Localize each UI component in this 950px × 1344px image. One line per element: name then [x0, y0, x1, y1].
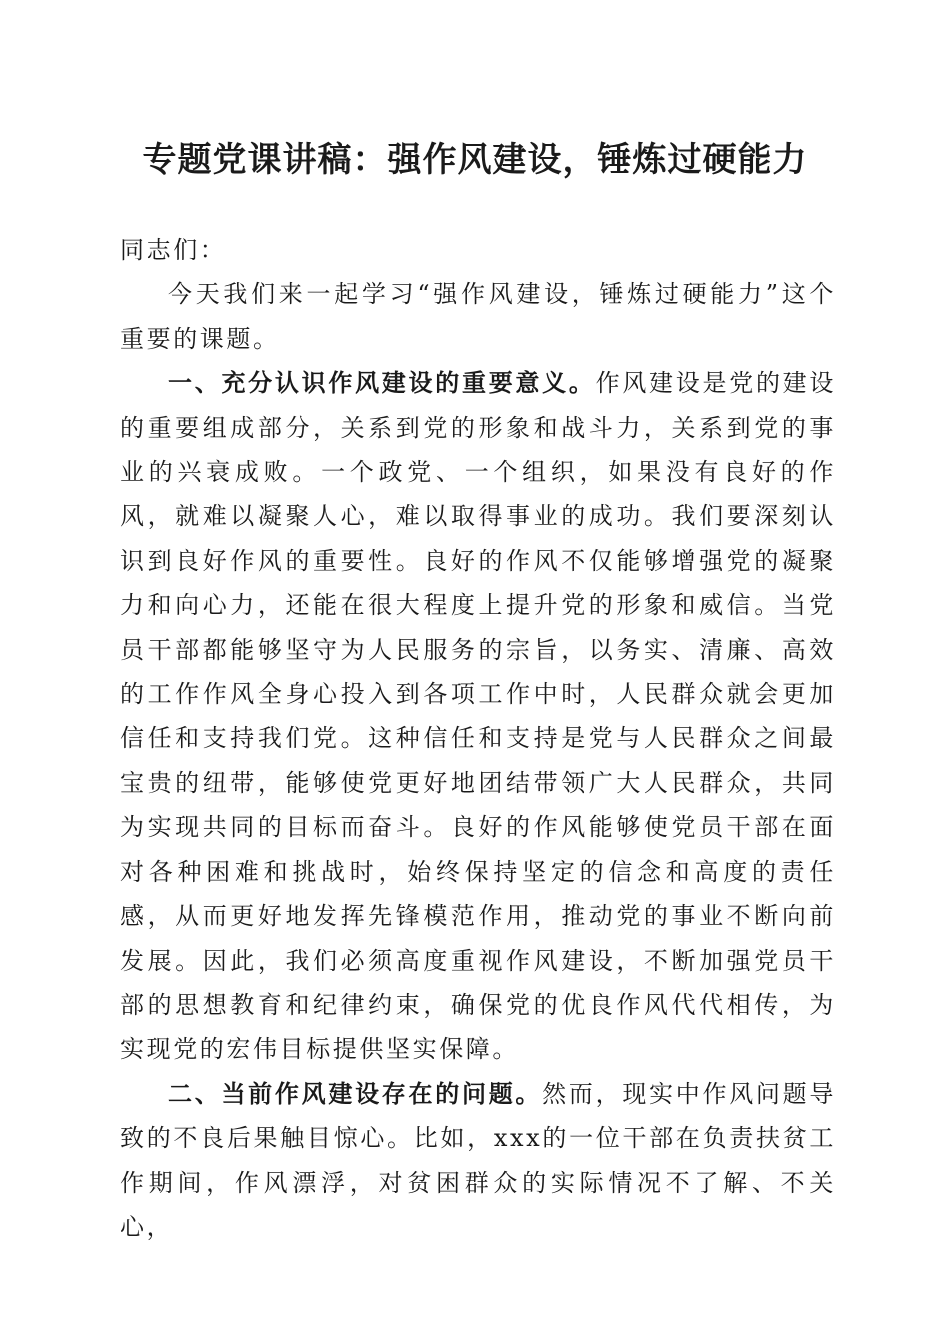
- salutation: 同志们：: [120, 236, 227, 264]
- section-1-text: 作风建设是党的建设的重要组成部分，关系到党的形象和战斗力，关系到党的事业的兴衰成败。一个政党、一个组织，如果没有良好的作风，就难以凝聚人心，难以取得事业的成功。我们要深刻认识到良好作风的重要性。良好的作风不仅能够增强党的凝聚力和向心力，还能在很大程度上提升党的形象和威信。当党员干部都能够坚守为人民服务的宗旨，以务实、清廉、高效的工作作风全身心投入到各项工作中时，人民群众就会更加信任和支持我们党。这种信任和支持是党与人民群众之间最宝贵的纽带，能够使党更好地团结带领广大人民群众，共同为实现共同的目标而奋斗。良好的作风能够使党员干部在面对各种困难和挑战时，始终保持坚定的信念和高度的责任感，从而更好地发挥先锋模范作用，推动党的事业不断向前发展。因此，我们必须高度重视作风建设，不断加强党员干部的思想教育和纪律约束，确保党的优良作风代代相传，为实现党的宏伟目标提供坚实保障。: [120, 369, 836, 1064]
- intro-paragraph: 今天我们来一起学习“强作风建设，锤炼过硬能力”这个重要的课题。: [120, 280, 836, 353]
- document-title: 专题党课讲稿：强作风建设，锤炼过硬能力: [142, 140, 808, 180]
- section-2-heading: 二、当前作风建设存在的问题。: [168, 1078, 543, 1108]
- section-2-text: 然而，现实中作风问题导致的不良后果触目惊心。比如，xxx的一位干部在负责扶贫工作期间，作风漂浮，对贫困群众的实际情况不了解、不关心，: [120, 1079, 836, 1241]
- section-1-paragraph: [120, 361, 836, 1072]
- section-1-heading: 一、充分认识作风建设的重要意义。: [168, 368, 596, 398]
- document-body: [120, 228, 836, 1249]
- section-2-paragraph: [120, 1072, 836, 1250]
